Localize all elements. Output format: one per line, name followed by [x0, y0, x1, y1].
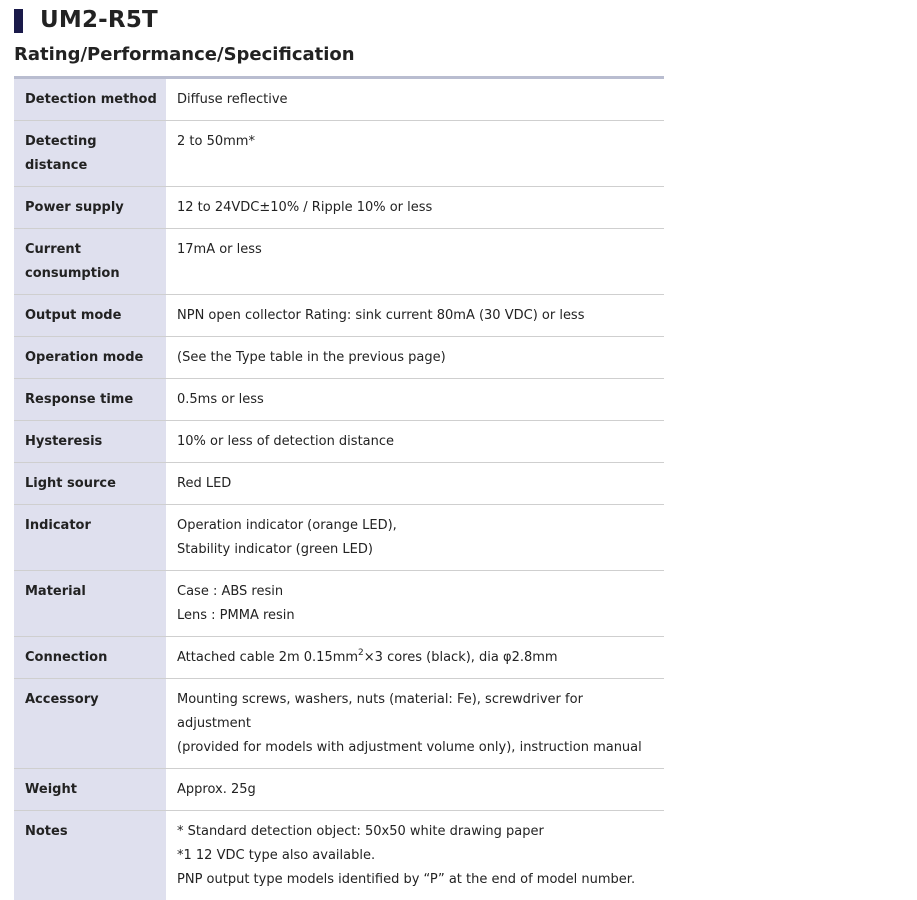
spec-value	[166, 679, 664, 769]
spec-label: Current consumption	[14, 229, 166, 295]
spec-value-line: Diffuse reflective	[177, 88, 658, 112]
spec-value-line: 2 to 50mm*	[177, 130, 658, 154]
spec-value-line: Mounting screws, washers, nuts (material: Fe), screwdriver for adjustment	[177, 688, 658, 736]
connection-text-part: ×3 cores (black), dia φ2.8mm	[364, 650, 558, 665]
connection-text-part: Attached cable 2m 0.15mm	[177, 650, 358, 665]
table-row	[14, 295, 664, 337]
spec-label: Material	[14, 571, 166, 637]
spec-value-line: 0.5ms or less	[177, 388, 658, 412]
table-row	[14, 505, 664, 571]
section-heading: Rating/Performance/Specification	[14, 42, 664, 68]
spec-label: Response time	[14, 379, 166, 421]
spec-value	[166, 121, 664, 187]
table-row	[14, 337, 664, 379]
spec-value	[166, 229, 664, 295]
spec-label: Accessory	[14, 679, 166, 769]
spec-value	[166, 463, 664, 505]
table-row	[14, 379, 664, 421]
spec-value-line: * Standard detection object: 50x50 white drawing paper	[177, 820, 658, 844]
superscript-exponent: 2	[358, 648, 364, 658]
table-row	[14, 79, 664, 121]
spec-value	[166, 811, 664, 900]
table-row	[14, 121, 664, 187]
spec-value	[166, 295, 664, 337]
table-row	[14, 229, 664, 295]
spec-value	[166, 637, 664, 679]
table-row	[14, 571, 664, 637]
table-row	[14, 637, 664, 679]
table-row	[14, 187, 664, 229]
spec-label: Light source	[14, 463, 166, 505]
spec-value	[166, 79, 664, 121]
spec-value	[166, 505, 664, 571]
spec-value	[166, 379, 664, 421]
spec-value-line: PNP output type models identified by “P” at the end of model number.	[177, 868, 658, 892]
spec-value-line: Lens : PMMA resin	[177, 604, 658, 628]
title-accent-bar	[14, 9, 23, 33]
spec-value	[166, 769, 664, 811]
spec-value-line: (See the Type table in the previous page)	[177, 346, 658, 370]
spec-label: Connection	[14, 637, 166, 679]
spec-table	[14, 79, 664, 900]
table-row	[14, 421, 664, 463]
spec-value-line: Approx. 25g	[177, 778, 658, 802]
spec-value-line: 17mA or less	[177, 238, 658, 262]
spec-value-line: (provided for models with adjustment volume only), instruction manual	[177, 736, 658, 760]
spec-label: Operation mode	[14, 337, 166, 379]
spec-label: Detection method	[14, 79, 166, 121]
spec-value-line: 12 to 24VDC±10% / Ripple 10% or less	[177, 196, 658, 220]
spec-label: Weight	[14, 769, 166, 811]
spec-value-line: NPN open collector Rating: sink current 80mA (30 VDC) or less	[177, 304, 658, 328]
table-row	[14, 463, 664, 505]
spec-value-line: 10% or less of detection distance	[177, 430, 658, 454]
spec-value-line: Stability indicator (green LED)	[177, 538, 658, 562]
spec-value-line: Red LED	[177, 472, 658, 496]
table-row	[14, 811, 664, 900]
spec-value-line: Operation indicator (orange LED),	[177, 514, 658, 538]
page-title: UM2-R5T	[40, 7, 158, 33]
spec-value	[166, 421, 664, 463]
spec-label: Detecting distance	[14, 121, 166, 187]
spec-value-line: Case : ABS resin	[177, 580, 658, 604]
spec-label: Hysteresis	[14, 421, 166, 463]
spec-value	[166, 337, 664, 379]
spec-label: Indicator	[14, 505, 166, 571]
table-row	[14, 679, 664, 769]
spec-value	[166, 571, 664, 637]
spec-label: Notes	[14, 811, 166, 900]
spec-value-line	[177, 646, 658, 670]
spec-label: Power supply	[14, 187, 166, 229]
spec-label: Output mode	[14, 295, 166, 337]
spec-value-line: *1 12 VDC type also available.	[177, 844, 658, 868]
spec-value	[166, 187, 664, 229]
title-row	[14, 1, 664, 39]
spec-page	[14, 0, 664, 900]
table-row	[14, 769, 664, 811]
